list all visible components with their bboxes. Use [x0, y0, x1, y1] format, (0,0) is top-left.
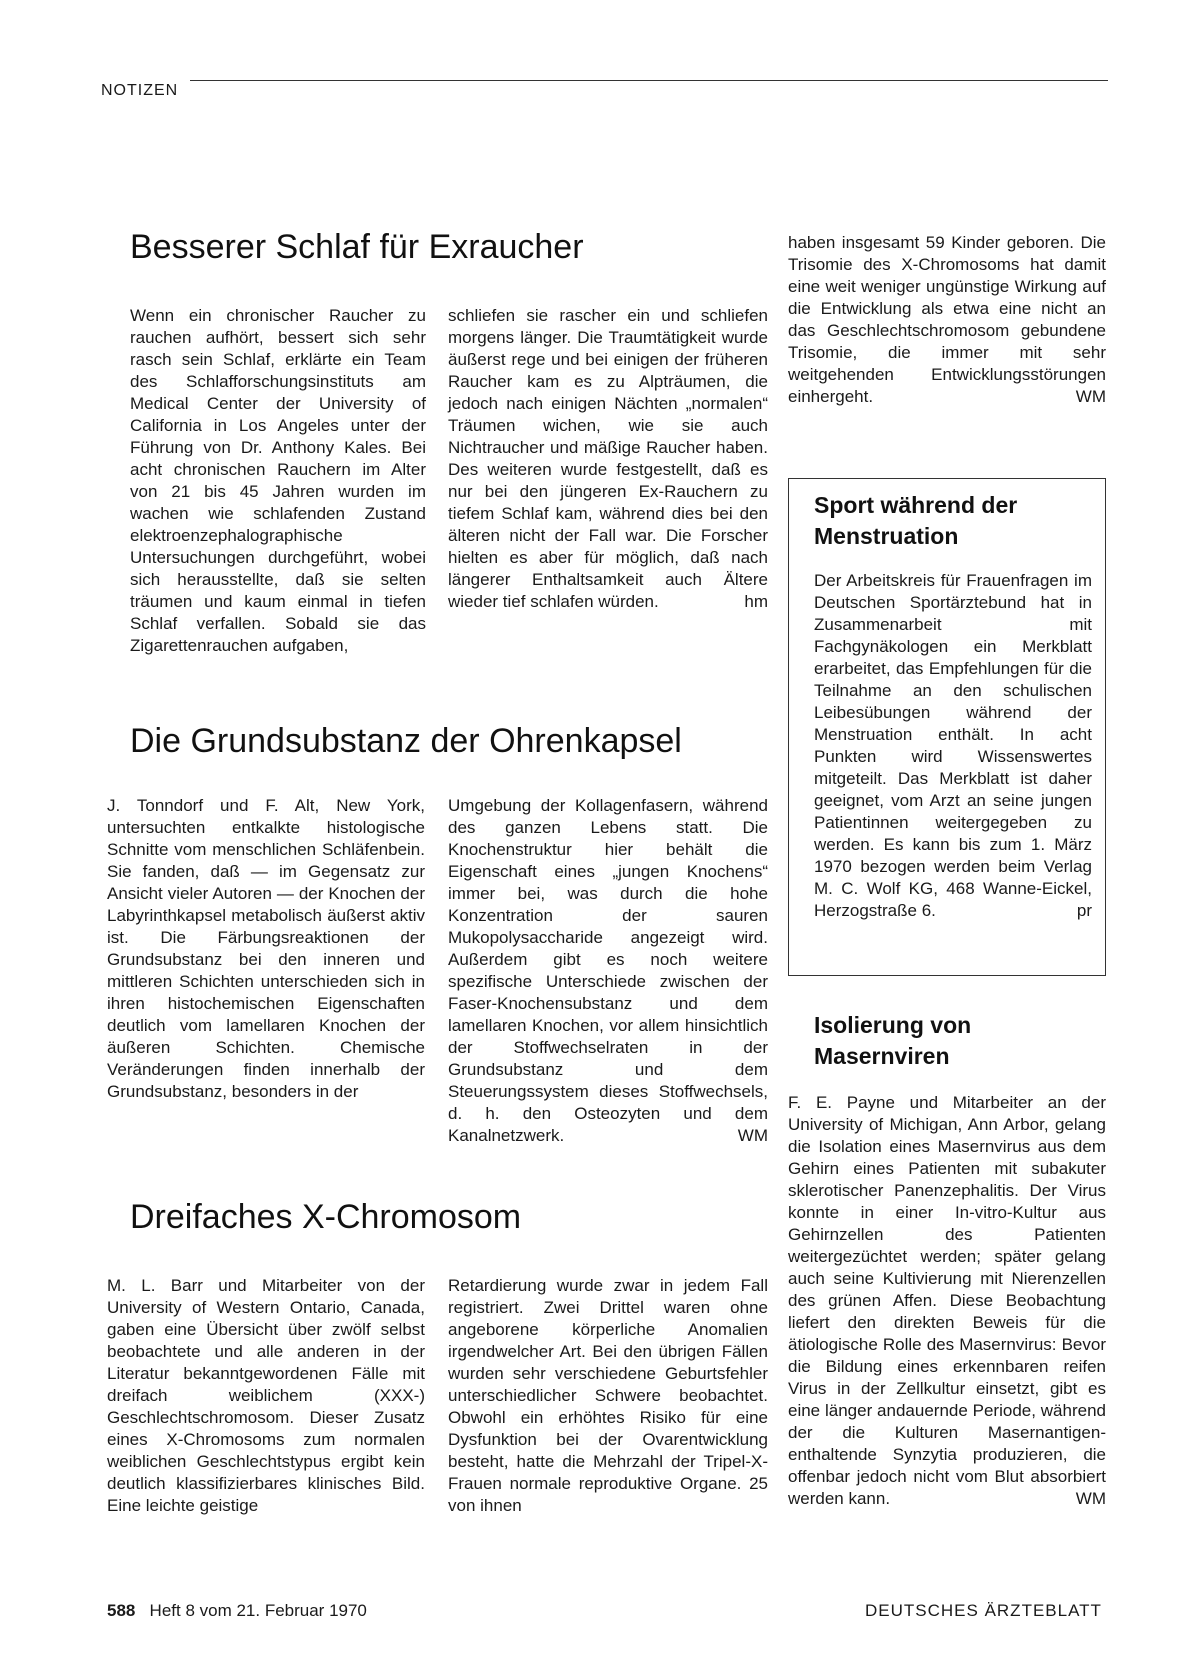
signature: hm: [744, 592, 768, 611]
header-rule: [190, 80, 1108, 81]
signature: WM: [737, 1126, 768, 1145]
article-exraucher-col2: [448, 305, 768, 613]
article-x-chromosom-col3-text: haben insgesamt 59 Kinder geboren. Die Trisomie des X-Chromosoms hat damit eine weit weniger ungünstige Wirkung auf die Entwicklung als etwa eine nicht an das Geschlechtschromosom gebundene Trisomie, die immer mit sehr weitgehenden Entwicklungsstörungen einhergeht.: [788, 233, 1106, 406]
article-x-chromosom-col1: M. L. Barr und Mitarbeiter von der University of Western Ontario, Canada, gaben eine Übersicht über zwölf selbst beobachtete und alle anderen in der Literatur bekanntgewordenen Fälle mit dreifach weiblichem (XXX-) Geschlechtschromosom. Dieser Zusatz eines X-Chromosoms zum normalen weiblichen Geschlechtstypus ergibt kein deutlich klassifizierbares klinisches Bild. Eine leichte geistige: [107, 1276, 425, 1515]
article-ohrenkapsel-col2-text: Umgebung der Kollagenfasern, während des ganzen Lebens statt. Die Knochenstruktur hier behält die Eigenschaft eines „jungen Knochens“ immer bei, was durch die hohe Konzentration der sauren Mukopolysaccharide angezeigt wird. Außerdem gibt es noch weitere spezifische Unterschiede zwischen der Faser-Knochensubstanz und dem lamellaren Knochen, vor allem hinsichtlich der Stoffwechselraten in der Grundsubstanz und dem Steuerungssystem dieses Stoffwechsels, d. h. den Osteozyten und dem Kanalnetzwerk.: [448, 796, 768, 1145]
article-x-chromosom-col2: Retardierung wurde zwar in jedem Fall registriert. Zwei Drittel waren ohne angeborene körperliche Anomalien irgendwelcher Art. Bei den übrigen Fällen wurden sehr verschiedene Geburtsfehler unterschiedlicher Schwere beobachtet. Obwohl ein erhöhtes Risiko für eine Dysfunktion bei der Ovarentwicklung besteht, hatte die Mehrzahl der Tripel-X-Frauen normale reproduktive Organe. 25 von ihnen: [448, 1276, 768, 1515]
article-title-x-chromosom: Dreifaches X-Chromosom: [130, 1198, 522, 1236]
article-masernviren-body: F. E. Payne und Mitarbeiter an der University of Michigan, Ann Arbor, gelang die Isolation eines Masernvirus aus dem Gehirn eines Patienten mit subakuter sklerotischer Panenzephalitis. Der Virus konnte in einer In-vitro-Kultur aus Gehirnzellen des Patienten weitergezüchtet werden; später gelang auch seine Kultivierung mit Nierenzellen des grünen Affen. Diese Beobachtung liefert den direkten Beweis für die ätiologische Rolle des Masernvirus: Bevor die Bildung eines erkennbaren reifen Virus in der Zellkultur einsetzt, gibt es eine länger andauernde Periode, während der die Kulturen Masernantigen-enthaltende Synzytia produzieren, die offenbar jedoch nicht vom Blut absorbiert werden kann.: [788, 1093, 1106, 1508]
article-title-exraucher: Besserer Schlaf für Exraucher: [130, 228, 584, 266]
box-title: Sport während der Menstruation: [814, 492, 1018, 549]
box-text: [814, 570, 1092, 922]
signature: pr: [1076, 901, 1092, 920]
article-title-masernviren: Isolierung von Masernviren: [814, 1012, 972, 1069]
article-exraucher-col1: Wenn ein chronischer Raucher zu rauchen aufhört, bessert sich sehr rasch sein Schlaf, erklärte ein Team des Schlafforschungsinstituts am Medical Center der University of California in Los Angeles unter der Führung von Dr. Anthony Kales. Bei acht chronischen Rauchern im Alter von 21 bis 45 Jahren wurden im wachen wie schlafenden Zustand elektroenzephalographische Untersuchungen durchgeführt, wobei sich herausstellte, daß sie selten träumen und kaum einmal in tiefen Schlaf verfallen. Sobald sie das Zigarettenrauchen aufgaben,: [130, 306, 426, 655]
article-ohrenkapsel-col2: [448, 795, 768, 1147]
signature: WM: [1075, 1489, 1106, 1508]
page-number: 588: [107, 1601, 136, 1620]
article-exraucher-col2-text: schliefen sie rascher ein und schliefen morgens länger. Die Traumtätigkeit wurde äußerst rege und bei einigen der früheren Raucher kam es zu Alpträumen, die jedoch nach einigen Nächten „normalen“ Träumen wichen, wie sie auch Nichtraucher und mäßige Raucher haben. Des weiteren wurde festgestellt, daß es nur bei den jüngeren Ex-Rauchern zu tiefem Schlaf kam, während dies bei den älteren nicht der Fall war. Die Forscher hielten es aber für möglich, daß nach längerer Enthaltsamkeit auch Ältere wieder tief schlafen würden.: [448, 306, 768, 611]
box-text-body: Der Arbeitskreis für Frauenfragen im Deutschen Sportärztebund hat in Zusammenarbeit mit Fachgynäkologen ein Merkblatt erarbeitet, das Empfehlungen für die Teilnahme an den schulischen Leibesübungen während der Menstruation enthält. In acht Punkten wird Wissenswertes mitgeteilt. Das Merkblatt ist daher geeignet, vom Arzt an seine jungen Patientinnen weitergegeben zu werden. Es kann bis zum 1. März 1970 bezogen werden beim Verlag M. C. Wolf KG, 468 Wanne-Eickel, Herzogstraße 6.: [814, 571, 1092, 920]
article-x-chromosom-col3: [788, 232, 1106, 408]
article-title-ohrenkapsel: Die Grundsubstanz der Ohrenkapsel: [130, 722, 682, 760]
signature: WM: [1075, 387, 1106, 406]
section-label: NOTIZEN: [101, 82, 179, 99]
article-ohrenkapsel-col1: J. Tonndorf und F. Alt, New York, untersuchten entkalkte histologische Schnitte vom menschlichen Schläfenbein. Sie fanden, daß — im Gegensatz zur Ansicht vieler Autoren — der Knochen der Labyrinthkapsel metabolisch äußerst aktiv ist. Die Färbungsreaktionen der Grundsubstanz bei den inneren und mittleren Schichten unterschieden sich in ihren histochemischen Eigenschaften deutlich vom lamellaren Knochen der äußeren Schichten. Chemische Veränderungen finden innerhalb der Grundsubstanz, besonders in der: [107, 796, 425, 1101]
issue-info: Heft 8 vom 21. Februar 1970: [149, 1601, 367, 1620]
journal-name: DEUTSCHES ÄRZTEBLATT: [865, 1601, 1102, 1620]
footer-left: [107, 1601, 367, 1621]
article-masernviren-text: [788, 1092, 1106, 1510]
